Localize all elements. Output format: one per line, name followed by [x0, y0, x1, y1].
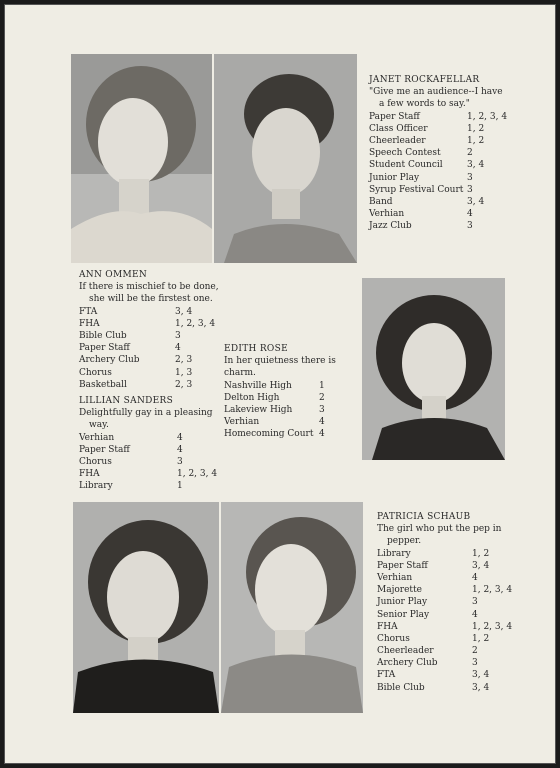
- activity-years: 1, 2: [472, 548, 490, 559]
- activity-label: Verhian: [377, 572, 413, 583]
- activity-years: 3, 4: [472, 682, 490, 693]
- activity-row: [79, 342, 219, 354]
- activity-label: Student Council: [369, 160, 443, 171]
- activity-years: 1, 2: [472, 633, 490, 644]
- activity-years: 1, 2, 3, 4: [467, 111, 508, 122]
- activity-row: [377, 657, 517, 669]
- activity-row: [79, 367, 219, 379]
- activity-row: [377, 633, 517, 645]
- activity-row: [369, 159, 514, 171]
- activity-label: Library: [377, 548, 411, 559]
- activity-row: [369, 184, 514, 196]
- activity-row: [79, 444, 219, 456]
- activity-row: [377, 609, 517, 621]
- activity-years: 3, 4: [175, 306, 193, 317]
- senior-name: LILLIAN SANDERS: [79, 396, 174, 406]
- activity-label: Paper Staff: [377, 560, 428, 571]
- senior-name: JANET ROCKAFELLAR: [369, 75, 480, 85]
- activity-years: 4: [319, 429, 325, 440]
- activity-row: [377, 548, 517, 560]
- activity-row: [369, 220, 514, 232]
- activity-years: 3: [177, 456, 183, 467]
- activity-label: Chorus: [79, 456, 112, 467]
- activity-years: 1, 2, 3, 4: [472, 585, 513, 596]
- activity-years: 1: [177, 481, 183, 492]
- activity-row: [369, 123, 514, 135]
- activity-row: [224, 428, 364, 440]
- activity-years: 3: [467, 221, 473, 232]
- yearbook-page: [4, 4, 556, 764]
- activity-years: 1: [319, 380, 325, 391]
- activity-row: [224, 392, 364, 404]
- activity-label: Paper Staff: [369, 111, 420, 122]
- activity-label: Cheerleader: [377, 646, 434, 657]
- activity-years: 1, 2, 3, 4: [175, 318, 216, 329]
- activity-label: Chorus: [79, 367, 112, 378]
- senior-entry-lillian-sanders: [79, 395, 219, 493]
- activity-years: 1, 2: [467, 123, 485, 134]
- activity-years: 3: [472, 658, 478, 669]
- activity-years: 4: [472, 609, 478, 620]
- portrait-photo-lillian-sanders: [73, 502, 219, 713]
- activity-row: [79, 432, 219, 444]
- portrait-photo-edith-rose: [362, 278, 505, 460]
- activity-list: [224, 380, 364, 441]
- activity-label: Homecoming Court: [224, 429, 314, 440]
- activity-label: Paper Staff: [79, 444, 130, 455]
- activity-label: Lakeview High: [224, 404, 293, 415]
- activity-label: Nashville High: [224, 380, 292, 391]
- portrait-photo-patricia-schaub: [221, 502, 363, 713]
- activity-row: [377, 584, 517, 596]
- senior-motto: Delightfully gay in a pleasing way.: [79, 408, 213, 431]
- activity-row: [79, 480, 219, 492]
- activity-row: [79, 306, 219, 318]
- activity-label: FHA: [377, 621, 398, 632]
- activity-label: Speech Contest: [369, 148, 441, 159]
- activity-label: Band: [369, 196, 393, 207]
- activity-years: 3: [472, 597, 478, 608]
- activity-label: FTA: [79, 306, 98, 317]
- activity-label: Syrup Festival Court: [369, 184, 464, 195]
- activity-row: [369, 135, 514, 147]
- activity-years: 4: [319, 417, 325, 428]
- activity-years: 3: [467, 184, 473, 195]
- activity-years: 2: [319, 392, 325, 403]
- activity-label: Verhian: [369, 209, 405, 220]
- activity-row: [377, 572, 517, 584]
- activity-years: 3: [467, 172, 473, 183]
- activity-years: 1, 2: [467, 135, 485, 146]
- activity-label: Basketball: [79, 379, 127, 390]
- activity-years: 3, 4: [467, 196, 485, 207]
- activity-row: [224, 416, 364, 428]
- activity-row: [369, 147, 514, 159]
- activity-years: 2: [467, 148, 473, 159]
- activity-years: 4: [175, 343, 181, 354]
- activity-row: [79, 379, 219, 391]
- activity-list: [377, 548, 517, 694]
- activity-label: Majorette: [377, 585, 422, 596]
- portrait-photo-ann-ommen: [71, 54, 212, 263]
- activity-years: 3, 4: [467, 160, 485, 171]
- activity-row: [369, 172, 514, 184]
- activity-years: 4: [177, 444, 183, 455]
- activity-row: [224, 380, 364, 392]
- senior-motto: "Give me an audience--I have a few words to say.": [369, 87, 503, 110]
- activity-row: [377, 560, 517, 572]
- activity-years: 2, 3: [175, 355, 193, 366]
- activity-label: Archery Club: [79, 355, 140, 366]
- activity-row: [79, 330, 219, 342]
- senior-motto: The girl who put the pep in pepper.: [377, 524, 502, 547]
- activity-years: 4: [177, 432, 183, 443]
- activity-row: [377, 621, 517, 633]
- activity-years: 1, 3: [175, 367, 193, 378]
- activity-row: [79, 468, 219, 480]
- activity-years: 2, 3: [175, 379, 193, 390]
- activity-label: Delton High: [224, 392, 280, 403]
- activity-label: Paper Staff: [79, 343, 130, 354]
- activity-label: FHA: [79, 318, 100, 329]
- activity-years: 3, 4: [472, 560, 490, 571]
- activity-label: Verhian: [79, 432, 115, 443]
- activity-list: [79, 432, 219, 493]
- activity-years: 2: [472, 646, 478, 657]
- activity-label: FHA: [79, 469, 100, 480]
- activity-label: Cheerleader: [369, 135, 426, 146]
- activity-row: [377, 682, 517, 694]
- activity-label: Bible Club: [79, 330, 127, 341]
- activity-label: Library: [79, 481, 113, 492]
- senior-entry-patricia-schaub: [377, 511, 517, 694]
- activity-row: [377, 645, 517, 657]
- activity-list: [79, 306, 219, 391]
- activity-row: [369, 196, 514, 208]
- activity-row: [79, 318, 219, 330]
- senior-entry-janet-rockafellar: [369, 74, 514, 232]
- activity-years: 3: [319, 404, 325, 415]
- activity-label: Jazz Club: [369, 221, 412, 232]
- senior-name: PATRICIA SCHAUB: [377, 512, 471, 522]
- activity-years: 4: [472, 572, 478, 583]
- activity-years: 1, 2, 3, 4: [177, 469, 218, 480]
- activity-row: [377, 596, 517, 608]
- activity-label: Bible Club: [377, 682, 425, 693]
- activity-years: 4: [467, 209, 473, 220]
- senior-name: EDITH ROSE: [224, 344, 288, 354]
- portrait-photo-janet-rockafellar: [214, 54, 357, 263]
- activity-label: Chorus: [377, 633, 410, 644]
- activity-row: [377, 669, 517, 681]
- senior-motto: If there is mischief to be done, she will be the firstest one.: [79, 282, 219, 305]
- activity-row: [369, 208, 514, 220]
- senior-name: ANN OMMEN: [79, 270, 148, 280]
- senior-entry-ann-ommen: [79, 269, 219, 391]
- activity-row: [224, 404, 364, 416]
- activity-label: Senior Play: [377, 609, 430, 620]
- senior-entry-edith-rose: [224, 343, 364, 441]
- activity-list: [369, 111, 514, 233]
- activity-label: Junior Play: [369, 172, 420, 183]
- activity-years: 3, 4: [472, 670, 490, 681]
- activity-label: FTA: [377, 670, 396, 681]
- activity-label: Archery Club: [377, 658, 438, 669]
- activity-label: Junior Play: [377, 597, 428, 608]
- activity-row: [79, 456, 219, 468]
- activity-row: [79, 354, 219, 366]
- activity-row: [369, 111, 514, 123]
- activity-years: 3: [175, 330, 181, 341]
- activity-years: 1, 2, 3, 4: [472, 621, 513, 632]
- senior-motto: In her quietness there is charm.: [224, 356, 336, 379]
- activity-label: Verhian: [224, 417, 260, 428]
- activity-label: Class Officer: [369, 123, 428, 134]
